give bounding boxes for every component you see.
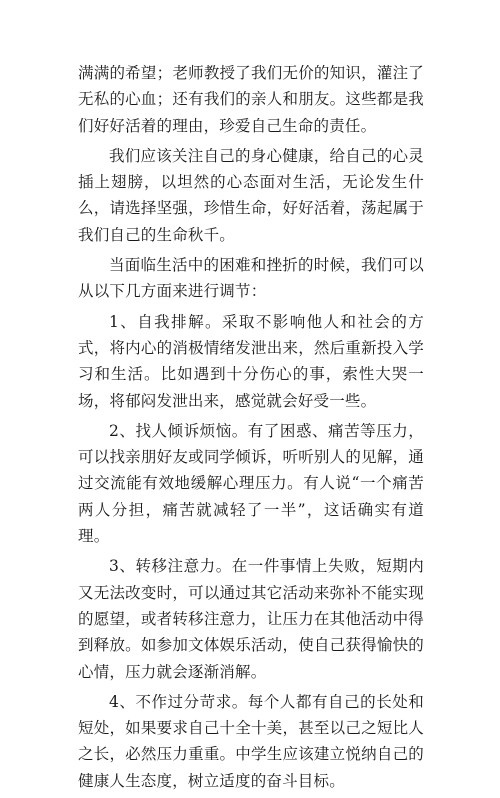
document-body xyxy=(78,60,424,798)
paragraph-method-4: 4、不作过分苛求。每个人都有自己的长处和短处，如果要求自己十全十美，甚至以己之短比人之长，必然压力重重。中学生应该建立悦纳自己的健康人生态度，树立适度的奋斗目标。 xyxy=(78,692,424,790)
paragraph-mental-health: 我们应该关注自己的身心健康，给自己的心灵插上翅膀，以坦然的心态面对生活，无论发生什么，请选择坚强，珍惜生命，好好活着，荡起属于我们自己的生命秋千。 xyxy=(78,146,424,244)
paragraph-method-2: 2、找人倾诉烦恼。有了困惑、痛苦等压力，可以找亲朋好友或同学倾诉，听听别人的见解，通过交流能有效地缓解心理压力。有人说“一个痛苦两人分担，痛苦就减轻了一半”，这话确实有道理。 xyxy=(78,421,424,546)
paragraph-method-1: 1、自我排解。采取不影响他人和社会的方式，将内心的消极情绪发泄出来，然后重新投入学习和生活。比如遇到十分伤心的事，索性大哭一场，将郁闷发泄出来，感觉就会好受一些。 xyxy=(78,312,424,410)
paragraph-intro-methods: 当面临生活中的困难和挫折的时候，我们可以从以下几方面来进行调节： xyxy=(78,256,424,301)
paragraph-continuation: 满满的希望；老师教授了我们无价的知识，灌注了无私的心血；还有我们的亲人和朋友。这些都是我们好好活着的理由，珍爱自己生命的责任。 xyxy=(78,64,424,135)
paragraph-method-3: 3、转移注意力。在一件事情上失败，短期内又无法改变时，可以通过其它活动来弥补不能实现的愿望，或者转移注意力，让压力在其他活动中得到释放。如参加文体娱乐活动，使自己获得愉快的心情，压力就会逐渐消解。 xyxy=(78,557,424,681)
